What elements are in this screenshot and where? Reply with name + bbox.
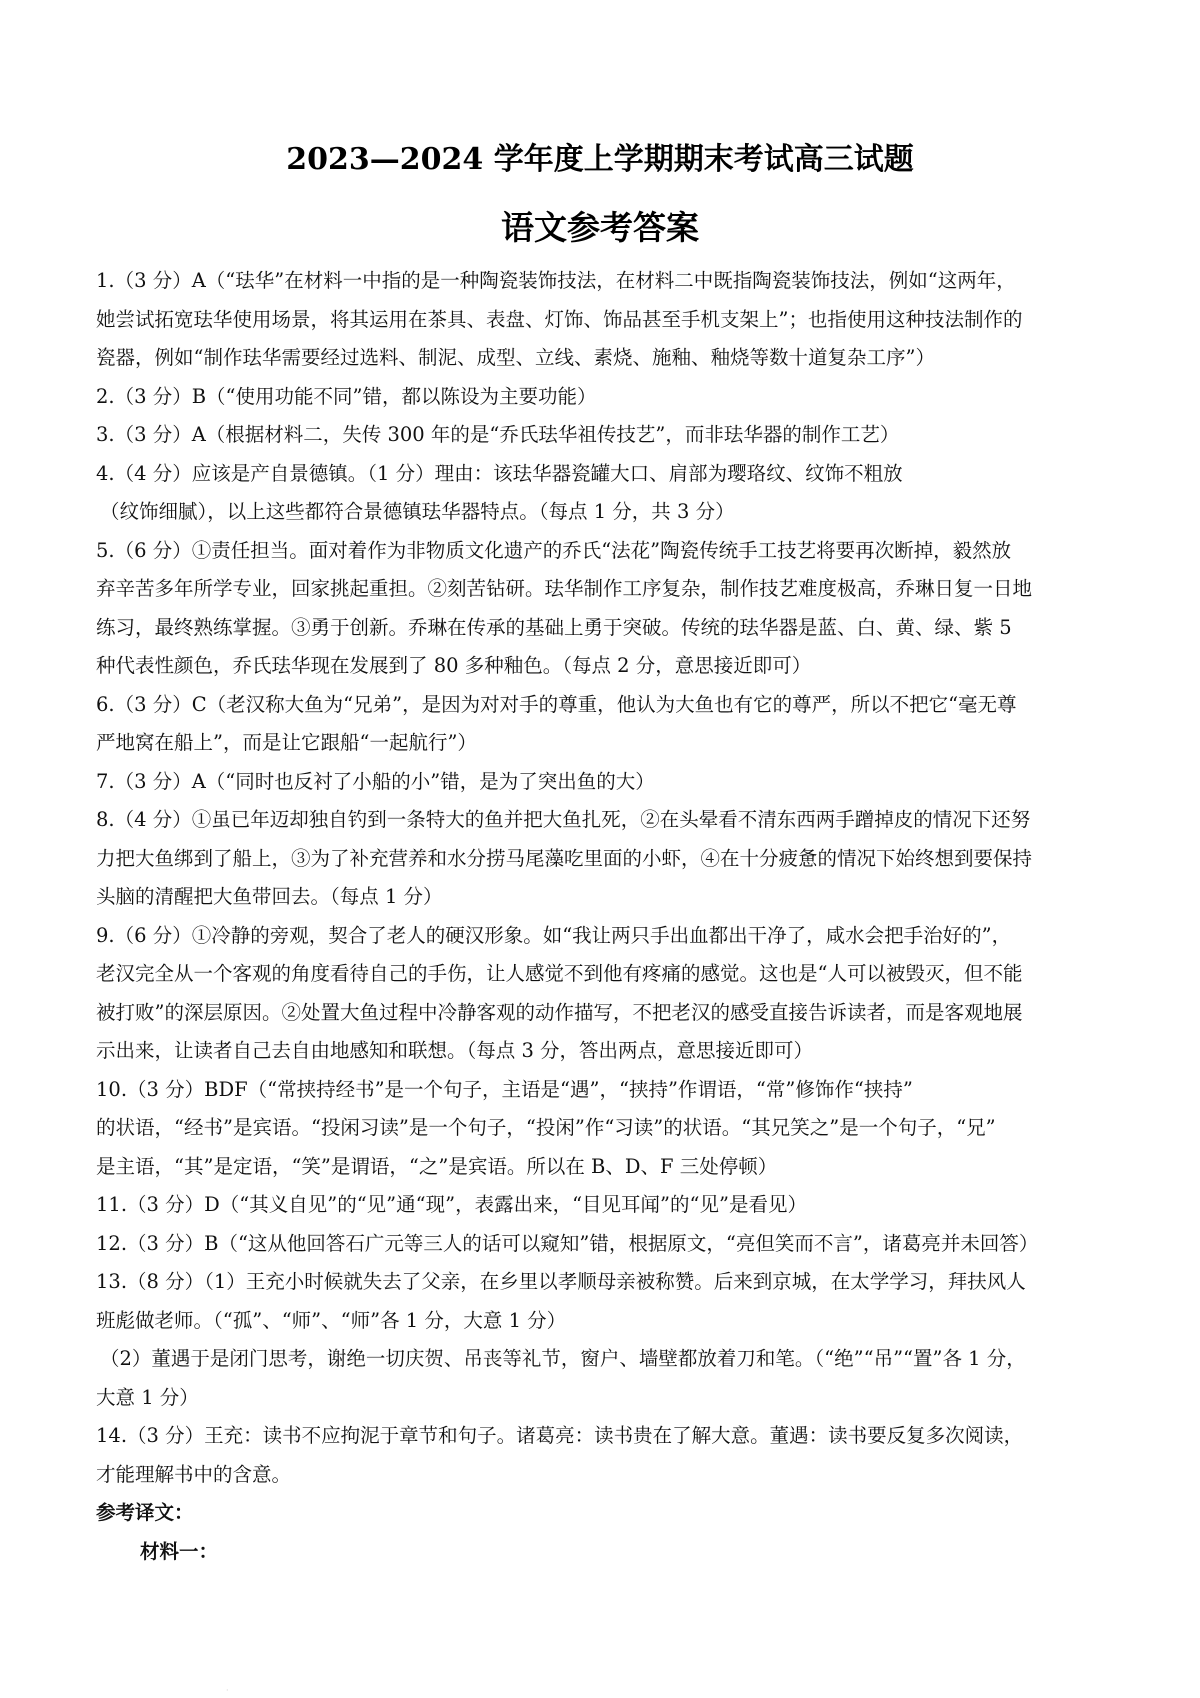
translation-heading: 参考译文： <box>96 1501 194 1524</box>
answer-key-subtitle: 语文参考答案 <box>501 208 699 247</box>
answer-line: 14.（3 分）王充：读书不应拘泥于章节和句子。诸葛亮：读书贵在了解大意。董遇：读书要反复多次阅读， <box>96 1424 1024 1447</box>
answer-line: 13.（8 分）（1）王充小时候就失去了父亲，在乡里以孝顺母亲被称赞。后来到京城，在太学学习，拜扶风人 <box>96 1270 1026 1293</box>
answer-line: （2）董遇于是闭门思考，谢绝一切庆贺、吊丧等礼节，窗户、墙壁都放着刀和笔。（“绝”“吊”“置”各 1 分， <box>100 1347 1026 1370</box>
answer-line: 5.（6 分）①责任担当。面对着作为非物质文化遗产的乔氏“法花”陶瓷传统手工技艺将要再次断掉，毅然放 <box>96 538 1012 562</box>
answer-line: 老汉完全从一个客观的角度看待自己的手伤，让人感觉不到他有疼痛的感觉。这也是“人可以被毁灭，但不能 <box>96 962 1023 985</box>
answer-line: 班彪做老师。（“孤”、“师”、“师”各 1 分，大意 1 分） <box>96 1308 567 1332</box>
answer-line: 8.（4 分）①虽已年迈却独自钓到一条特大的鱼并把大鱼扎死，②在头晕看不清东西两手蹭掉皮的情况下还努 <box>96 808 1031 831</box>
answer-line: 11.（3 分）D（“其义自见”的“见”通“现”，表露出来，“目见耳闻”的“见”是看见） <box>96 1193 807 1216</box>
answer-line: 瓷器，例如“制作珐华需要经过选料、制泥、成型、立线、素烧、施釉、釉烧等数十道复杂工序”） <box>96 346 935 369</box>
answer-line: 6.（3 分）C（老汉称大鱼为“兄弟”，是因为对对手的尊重，他认为大鱼也有它的尊严，所以不把它“毫无尊 <box>96 692 1017 716</box>
answer-line: 弃辛苦多年所学专业，回家挑起重担。②刻苦钻研。珐华制作工序复杂，制作技艺难度极高，乔琳日复一日地 <box>96 577 1033 600</box>
exam-title: 2023—2024 学年度上学期期末考试高三试题 <box>286 142 914 177</box>
answer-line: 大意 1 分） <box>96 1385 199 1409</box>
answer-line: 1.（3 分）A（“珐华”在材料一中指的是一种陶瓷装饰技法，在材料二中既指陶瓷装饰技法，例如“这两年， <box>96 269 1016 292</box>
answer-line: 她尝试拓宽珐华使用场景，将其运用在茶具、表盘、灯饰、饰品甚至手机支架上”；也指使用这种技法制作的 <box>96 307 1023 331</box>
answer-line: 10.（3 分）BDF（“常挟持经书”是一个句子，主语是“遇”，“挟持”作谓语，“常”修饰作“挟持” <box>96 1077 913 1101</box>
answer-line: 是主语，“其”是定语，“笑”是谓语，“之”是宾语。所以在 B、D、F 三处停顿） <box>96 1154 778 1178</box>
material-heading: 材料一： <box>140 1539 219 1563</box>
answer-line: 力把大鱼绑到了船上，③为了补充营养和水分捞马尾藻吃里面的小虾，④在十分疲惫的情况下始终想到要保持 <box>96 846 1033 870</box>
page-dot-mark: · <box>226 1686 229 1695</box>
answer-line: 的状语，“经书”是宾语。“投闲习读”是一个句子，“投闲”作“习读”的状语。“其兄笑之”是一个句子，“兄” <box>96 1116 996 1139</box>
answer-line: 才能理解书中的含意。 <box>96 1462 292 1486</box>
answer-list <box>96 262 1106 1571</box>
answer-line: 头脑的清醒把大鱼带回去。（每点 1 分） <box>96 885 443 908</box>
answer-line: 严地窝在船上”，而是让它跟船“一起航行”） <box>96 731 477 754</box>
answer-line: 2.（3 分）B（“使用功能不同”错，都以陈设为主要功能） <box>96 384 597 408</box>
answer-line: 3.（3 分）A（根据材料二，失传 300 年的是“乔氏珐华祖传技艺”，而非珐华器的制作工艺） <box>96 423 900 446</box>
answer-line: 7.（3 分）A（“同时也反衬了小船的小”错，是为了突出鱼的大） <box>96 769 655 793</box>
answer-line: 练习，最终熟练掌握。③勇于创新。乔琳在传承的基础上勇于突破。传统的珐华器是蓝、白、黄、绿、紫 5 <box>96 615 1012 639</box>
answer-line: （纹饰细腻），以上这些都符合景德镇珐华器特点。（每点 1 分，共 3 分） <box>100 500 735 523</box>
answer-line: 被打败”的深层原因。②处置大鱼过程中冷静客观的动作描写，不把老汉的感受直接告诉读者，而是客观地展 <box>96 1000 1023 1024</box>
answer-line: 示出来，让读者自己去自由地感知和联想。（每点 3 分，答出两点，意思接近即可） <box>96 1039 814 1062</box>
answer-line: 9.（6 分）①冷静的旁观，契合了老人的硬汉形象。如“我让两只手出血都出干净了，咸水会把手治好的”， <box>96 923 1012 947</box>
answer-line: 种代表性颜色，乔氏珐华现在发展到了 80 多种釉色。（每点 2 分，意思接近即可） <box>96 654 812 677</box>
answer-line: 4.（4 分）应该是产自景德镇。（1 分）理由：该珐华器瓷罐大口、肩部为璎珞纹、纹饰不粗放 <box>96 461 903 485</box>
answer-line: 12.（3 分）B（“这从他回答石广元等三人的话可以窥知”错，根据原文，“亮但笑而不言”，诸葛亮并未回答） <box>96 1231 1039 1255</box>
